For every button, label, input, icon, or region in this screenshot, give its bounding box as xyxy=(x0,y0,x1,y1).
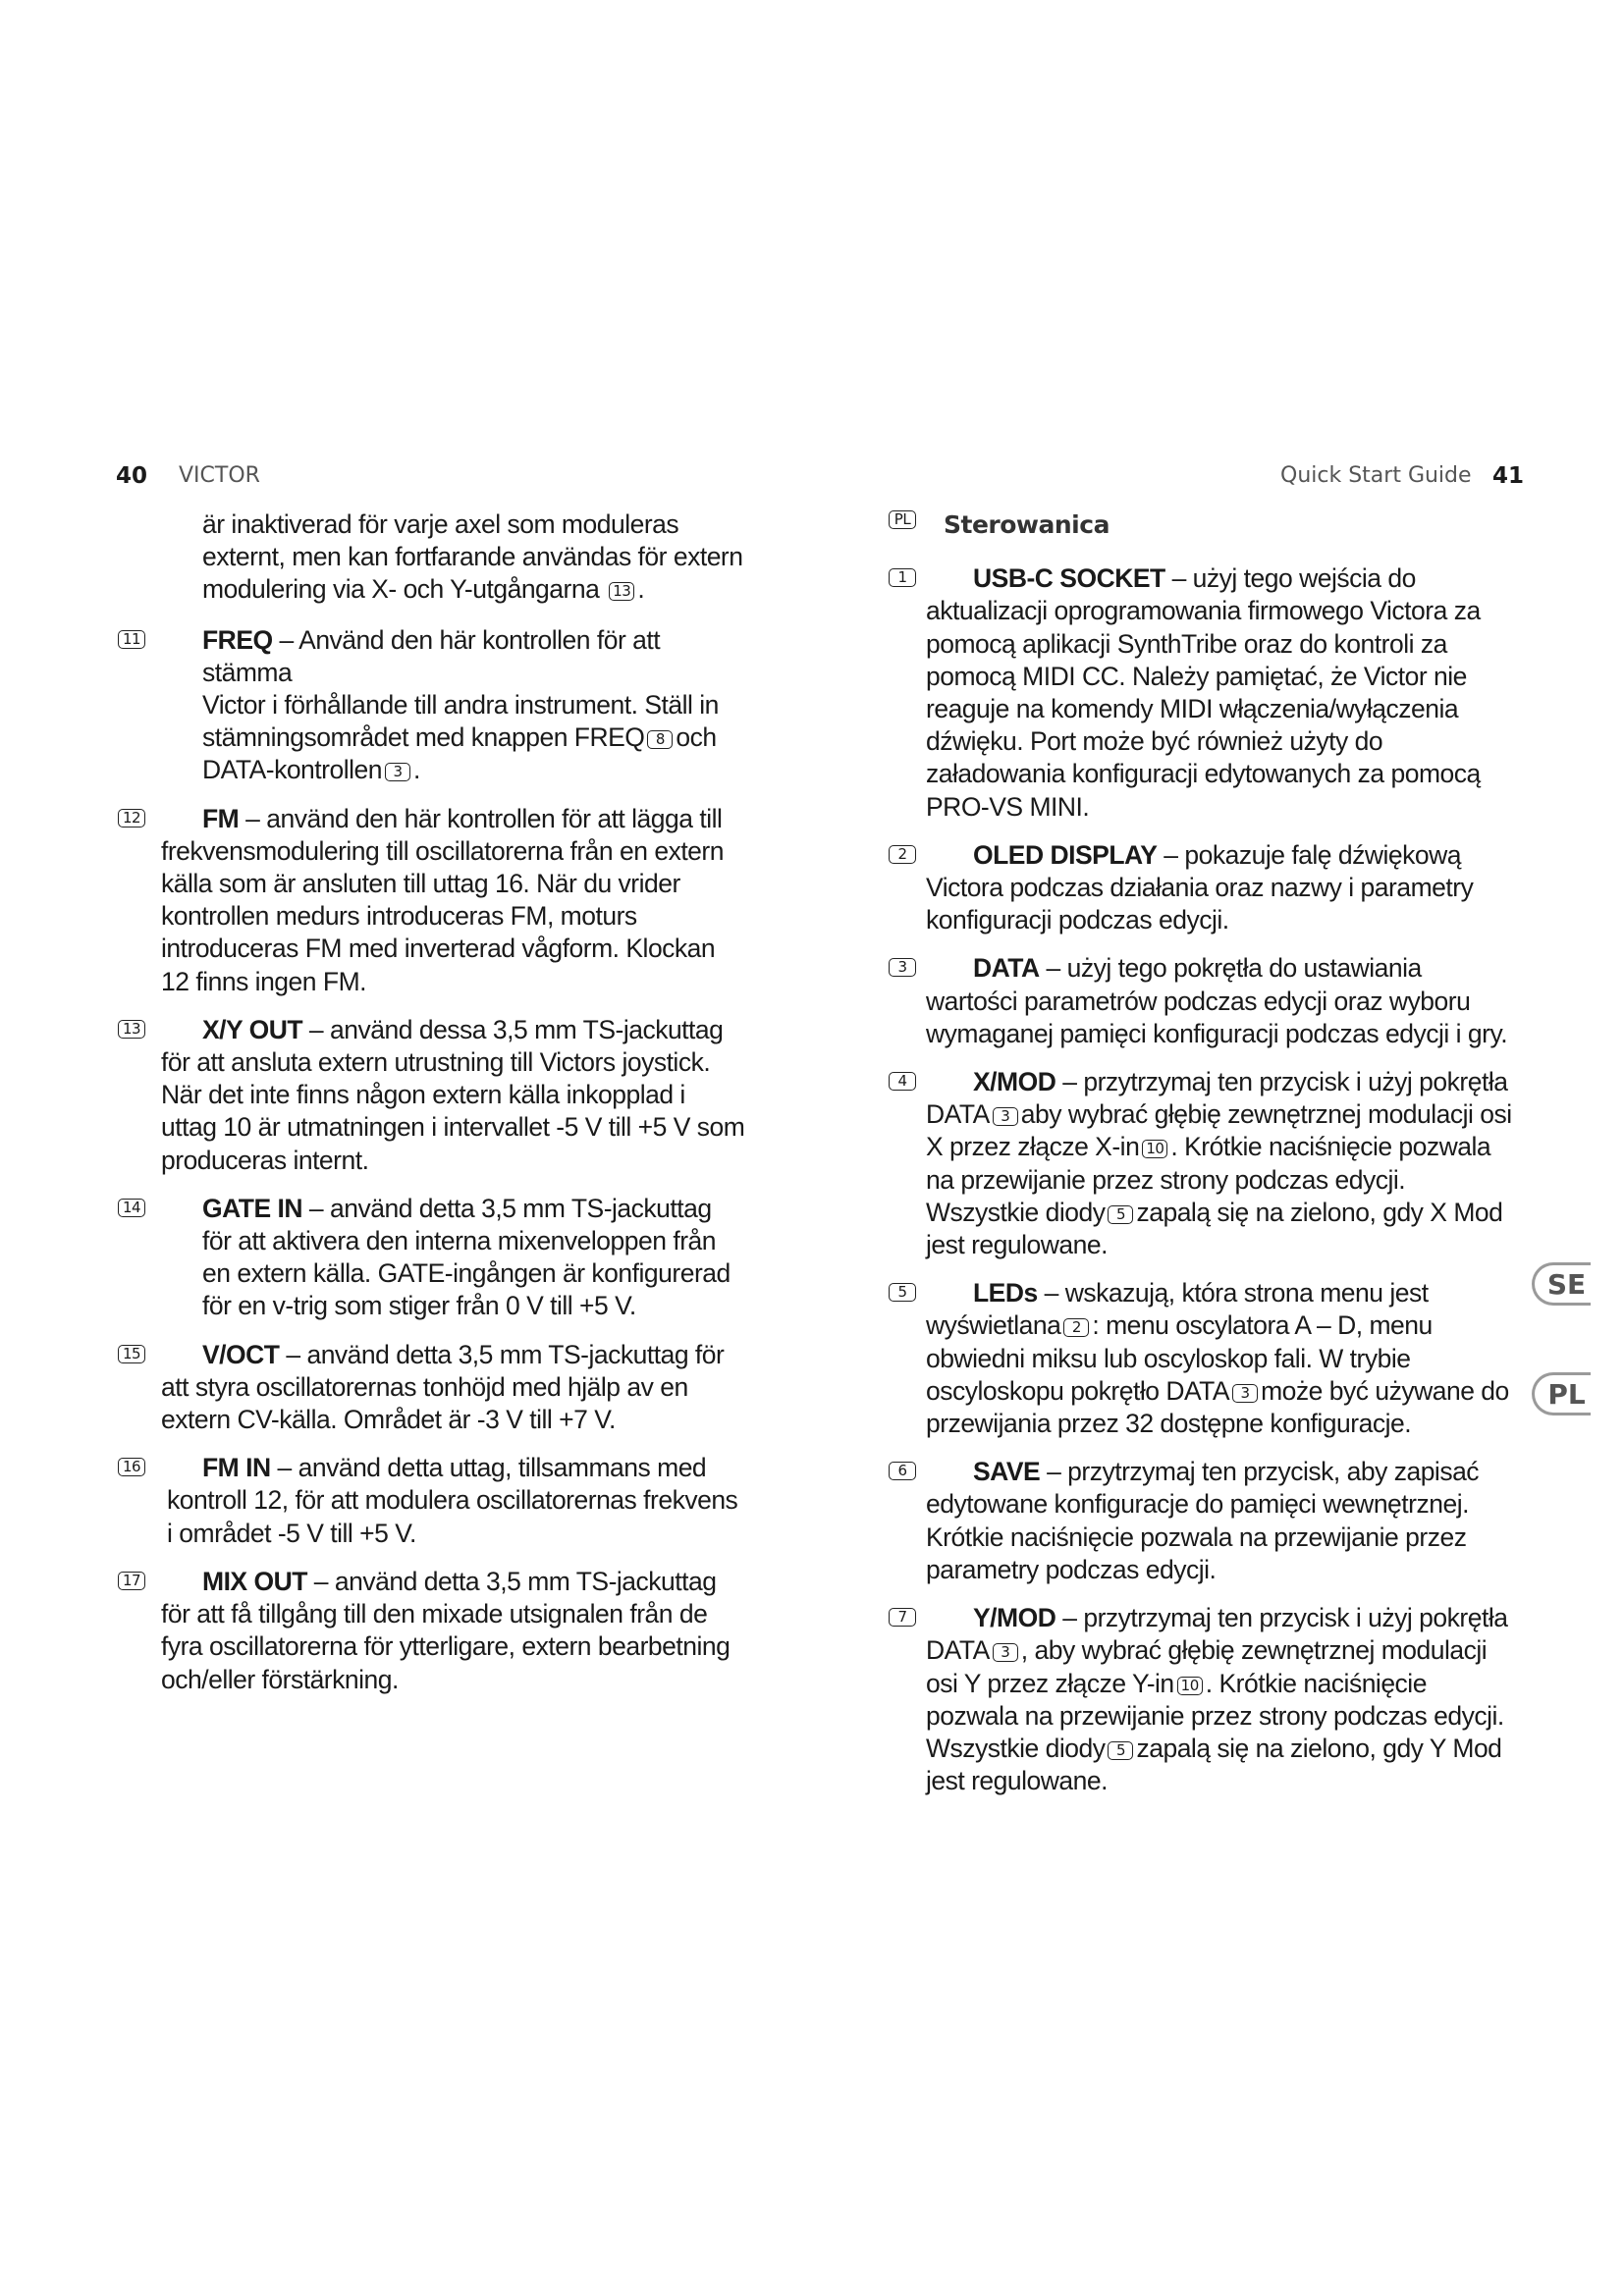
item-number-badge: 14 xyxy=(118,1199,145,1217)
item-number-badge: 17 xyxy=(118,1572,145,1590)
item-text: Victor i förhållande till andra instrument. Ställ in xyxy=(202,690,719,721)
item-text: – użyj tego wejścia do aktualizacji oprogramowania firmowego Victora za pomocą aplikacji SynthTribe oraz do kontroli za pomocą MIDI CC. Należy pamiętać, że Victor nie reaguje na komendy MIDI włączenia/wyłączenia dźwięku. Port może być również użyty do załadowania konfiguracji edytowanych za pomocą PRO-VS MINI. xyxy=(926,563,1481,822)
item-text: DATA-kontrollen xyxy=(202,755,382,785)
list-item-leds xyxy=(889,1277,1517,1440)
item-text: – Använd den här kontrollen för att stämma xyxy=(202,624,661,687)
intro-line: modulering via X- och Y-utgångarna xyxy=(202,574,600,605)
item-text: , aby wybrać głębię zewnętrznej modulacji osi Y przez złącze Y-in xyxy=(926,1635,1488,1698)
item-text: . Krótkie naciśnięcie pozwala na przewijanie przez strony podczas edycji. Wszystkie diody xyxy=(926,1668,1504,1763)
item-text: – wskazują, która strona menu jest wyświetlana xyxy=(926,1278,1429,1341)
list-item-data xyxy=(889,952,1517,1050)
intro-line: är inaktiverad för varje axel som moduleras xyxy=(202,509,679,539)
ref-badge: 3 xyxy=(993,1107,1018,1126)
item-text: – użyj tego pokrętła do ustawiania wartości parametrów podczas edycji oraz wyboru wymaganej pamięci konfiguracji podczas edycji i gry. xyxy=(926,953,1508,1048)
list-item-xy-out xyxy=(118,1014,746,1177)
ref-badge: 10 xyxy=(1142,1140,1167,1158)
item-label: Y/MOD xyxy=(973,1603,1056,1633)
item-label: GATE IN xyxy=(202,1193,303,1223)
intro-line: externt, men kan fortfarande användas för extern xyxy=(202,542,743,572)
item-text: – använd detta 3,5 mm TS-jackuttag för att få tillgång till den mixade utsignalen från de fyra oscillatorerna för ytterligare, extern bearbetning och/eller förstärkning. xyxy=(161,1566,731,1694)
item-label: MIX OUT xyxy=(202,1566,307,1596)
item-number-badge: 15 xyxy=(118,1345,145,1363)
list-item-y-mod xyxy=(889,1602,1517,1797)
item-text: : menu oscylatora A – D, menu obwiedni miksu lub oscyloskop fali. W trybie oscyloskopu pokrętło DATA xyxy=(926,1310,1433,1406)
item-label: FM xyxy=(202,803,240,833)
ref-badge: 3 xyxy=(993,1643,1018,1662)
item-text: och xyxy=(676,722,717,753)
section-title: Sterowanica xyxy=(944,510,1110,539)
ref-badge: 13 xyxy=(609,582,634,601)
right-running-title: Quick Start Guide xyxy=(1280,463,1472,488)
list-item-save xyxy=(889,1456,1517,1586)
item-text: – przytrzymaj ten przycisk i użyj pokrętła DATA xyxy=(926,1603,1508,1666)
item-number-badge: 4 xyxy=(889,1072,916,1091)
item-label: X/MOD xyxy=(973,1067,1056,1097)
right-page-number: 41 xyxy=(1492,463,1525,489)
item-number-badge: 11 xyxy=(118,630,145,649)
item-text: . Krótkie naciśnięcie pozwala na przewijanie przez strony podczas edycji. Wszystkie diody xyxy=(926,1132,1491,1227)
ref-badge: 3 xyxy=(385,763,410,781)
ref-badge: 10 xyxy=(1177,1677,1203,1695)
item-label: DATA xyxy=(973,953,1040,984)
list-item-freq xyxy=(118,624,746,787)
item-text: – använd detta 3,5 mm TS-jackuttag för att aktivera den interna mixenveloppen från en extern källa. GATE-ingången är konfigurerad för en v-trig som stiger från 0 V till +5 V. xyxy=(202,1193,731,1321)
list-item-fm xyxy=(118,803,746,998)
intro-paragraph: är inaktiverad för varje axel som moduleras externt, men kan fortfarande användas för extern modulering via X- och Y-utgångarna 13 . xyxy=(118,508,746,607)
left-running-title: VICTOR xyxy=(179,463,260,488)
ref-badge: 8 xyxy=(647,730,673,749)
item-number-badge: 6 xyxy=(889,1462,916,1480)
item-label: V/OCT xyxy=(202,1339,280,1369)
ref-badge: 3 xyxy=(1232,1384,1258,1403)
ref-badge: 5 xyxy=(1108,1205,1133,1224)
item-number-badge: 7 xyxy=(889,1608,916,1627)
item-text: – przytrzymaj ten przycisk, aby zapisać edytowane konfiguracje do pamięci wewnętrznej. Krótkie naciśnięcie pozwala na przewijanie przez parametry podczas edycji. xyxy=(926,1457,1480,1584)
item-label: LEDs xyxy=(973,1278,1038,1308)
item-number-badge: 13 xyxy=(118,1020,145,1039)
item-label: X/Y OUT xyxy=(202,1014,303,1044)
item-text: aby wybrać głębię zewnętrznej modulacji osi X przez złącze X-in xyxy=(926,1099,1512,1162)
item-text: – przytrzymaj ten przycisk i użyj pokrętła DATA xyxy=(926,1067,1508,1130)
item-label: USB-C SOCKET xyxy=(973,563,1165,594)
item-number-badge: 2 xyxy=(889,845,916,864)
list-item-x-mod xyxy=(889,1066,1517,1261)
language-tag-badge: PL xyxy=(889,510,916,529)
ref-badge: 2 xyxy=(1063,1318,1089,1337)
item-text: zapalą się na zielono, gdy X Mod jest regulowane. xyxy=(926,1197,1503,1260)
list-item-v-oct xyxy=(118,1339,746,1437)
ref-badge: 5 xyxy=(1108,1741,1133,1760)
left-column xyxy=(118,508,746,1712)
language-tab-se[interactable]: SE xyxy=(1532,1262,1591,1306)
item-label: FM IN xyxy=(202,1453,271,1483)
item-text: – använd den här kontrollen för att lägga till frekvensmodulering till oscillatorerna från en extern källa som är ansluten till uttag 16. När du vrider kontrollen medurs introduceras FM, moturs introduceras FM med inverterad vågform. Klockan 12 finns ingen FM. xyxy=(161,803,724,996)
section-heading xyxy=(889,508,1517,541)
item-label: OLED DISPLAY xyxy=(973,839,1158,870)
item-text: – använd detta 3,5 mm TS-jackuttag för att styra oscillatorernas tonhöjd med hjälp av en extern CV-källa. Området är -3 V till +7 V. xyxy=(161,1339,725,1435)
item-text: – använd detta uttag, tillsammans med kontroll 12, för att modulera oscillatorernas frekvens i området -5 V till +5 V. xyxy=(167,1453,738,1548)
item-text: może być używane do przewijania przez 32 dostępne konfiguracje. xyxy=(926,1375,1509,1439)
item-text: . xyxy=(412,755,420,785)
item-number-badge: 12 xyxy=(118,809,145,828)
item-text: zapalą się na zielono, gdy Y Mod jest regulowane. xyxy=(926,1733,1502,1796)
list-item-usb-c-socket xyxy=(889,562,1517,824)
list-item-gate-in xyxy=(118,1193,746,1323)
left-page-number: 40 xyxy=(116,463,148,489)
item-number-badge: 1 xyxy=(889,568,916,587)
item-label: SAVE xyxy=(973,1457,1041,1487)
language-tab-pl[interactable]: PL xyxy=(1532,1372,1591,1415)
item-number-badge: 5 xyxy=(889,1283,916,1302)
list-item-oled-display xyxy=(889,839,1517,937)
right-column xyxy=(889,508,1517,1813)
list-item-mix-out xyxy=(118,1566,746,1696)
item-label: FREQ xyxy=(202,624,273,655)
item-number-badge: 3 xyxy=(889,958,916,977)
item-text: stämningsområdet med knappen FREQ xyxy=(202,722,645,753)
item-text: – använd dessa 3,5 mm TS-jackuttag för att ansluta extern utrustning till Victors joystick. När det inte finns någon extern källa inkopplad i uttag 10 är utmatningen i intervallet -5 V till +5 V som produceras internt. xyxy=(161,1014,745,1175)
list-item-fm-in xyxy=(118,1452,746,1550)
item-number-badge: 16 xyxy=(118,1458,145,1476)
item-text: – pokazuje falę dźwiękową Victora podczas działania oraz nazwy i parametry konfiguracji podczas edycji. xyxy=(926,839,1474,935)
